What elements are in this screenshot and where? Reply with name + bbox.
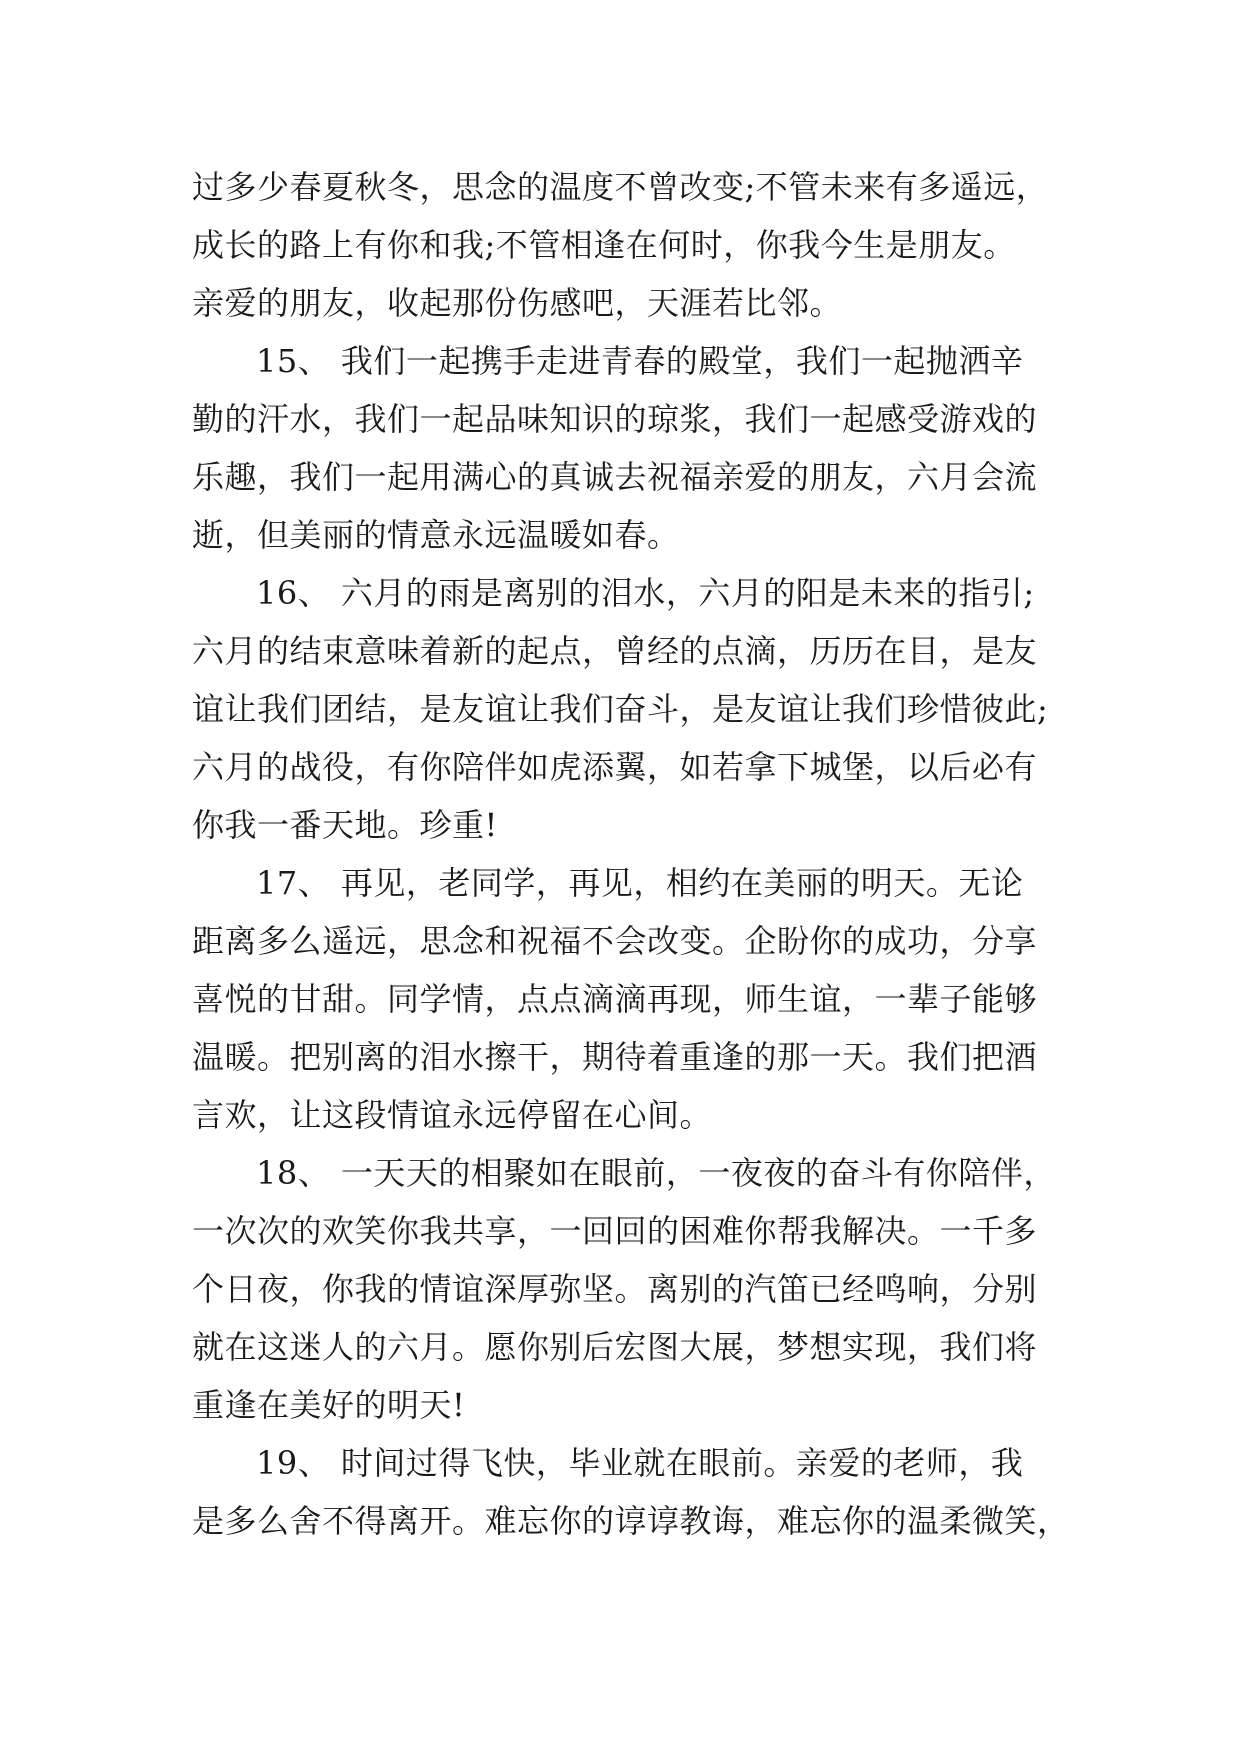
text-line: 六月的结束意味着新的起点，曾经的点滴，历历在目，是友 (192, 632, 1038, 670)
text-line: 重逢在美好的明天! (192, 1386, 466, 1424)
paragraph-17-start: 17、 再见，老同学，再见，相约在美丽的明天。无论 (256, 864, 1024, 902)
text-line: 是多么舍不得离开。难忘你的谆谆教诲，难忘你的温柔微笑， (192, 1502, 1070, 1540)
text-line: 乐趣，我们一起用满心的真诚去祝福亲爱的朋友，六月会流 (192, 458, 1038, 496)
paragraph-16-start: 16、 六月的雨是离别的泪水，六月的阳是未来的指引; (256, 574, 1035, 612)
text-line: 你我一番天地。珍重! (192, 806, 498, 844)
text-line: 距离多么遥远，思念和祝福不会改变。企盼你的成功，分享 (192, 922, 1038, 960)
paragraph-18-start: 18、 一天天的相聚如在眼前，一夜夜的奋斗有你陪伴， (256, 1154, 1056, 1192)
text-line: 喜悦的甘甜。同学情，点点滴滴再现，师生谊，一辈子能够 (192, 980, 1038, 1018)
text-line: 逝，但美丽的情意永远温暖如春。 (192, 516, 680, 554)
text-line: 温暖。把别离的泪水擦干，期待着重逢的那一天。我们把酒 (192, 1038, 1038, 1076)
text-line: 言欢，让这段情谊永远停留在心间。 (192, 1096, 713, 1134)
paragraph-19-start: 19、 时间过得飞快，毕业就在眼前。亲爱的老师，我 (256, 1444, 1024, 1482)
text-line: 过多少春夏秋冬，思念的温度不曾改变;不管未来有多遥远， (192, 168, 1049, 206)
text-line: 勤的汗水，我们一起品味知识的琼浆，我们一起感受游戏的 (192, 400, 1038, 438)
text-line: 六月的战役，有你陪伴如虎添翼，如若拿下城堡，以后必有 (192, 748, 1038, 786)
text-line: 亲爱的朋友，收起那份伤感吧，天涯若比邻。 (192, 284, 843, 322)
text-line: 成长的路上有你和我;不管相逢在何时，你我今生是朋友。 (192, 226, 1016, 264)
text-line: 个日夜，你我的情谊深厚弥坚。离别的汽笛已经鸣响，分别 (192, 1270, 1038, 1308)
document-body (192, 158, 1072, 1550)
text-line: 谊让我们团结，是友谊让我们奋斗，是友谊让我们珍惜彼此; (192, 690, 1049, 728)
paragraph-15-start: 15、 我们一起携手走进青春的殿堂，我们一起抛洒辛 (256, 342, 1024, 380)
text-line: 就在这迷人的六月。愿你别后宏图大展，梦想实现，我们将 (192, 1328, 1038, 1366)
text-line: 一次次的欢笑你我共享，一回回的困难你帮我解决。一千多 (192, 1212, 1038, 1250)
